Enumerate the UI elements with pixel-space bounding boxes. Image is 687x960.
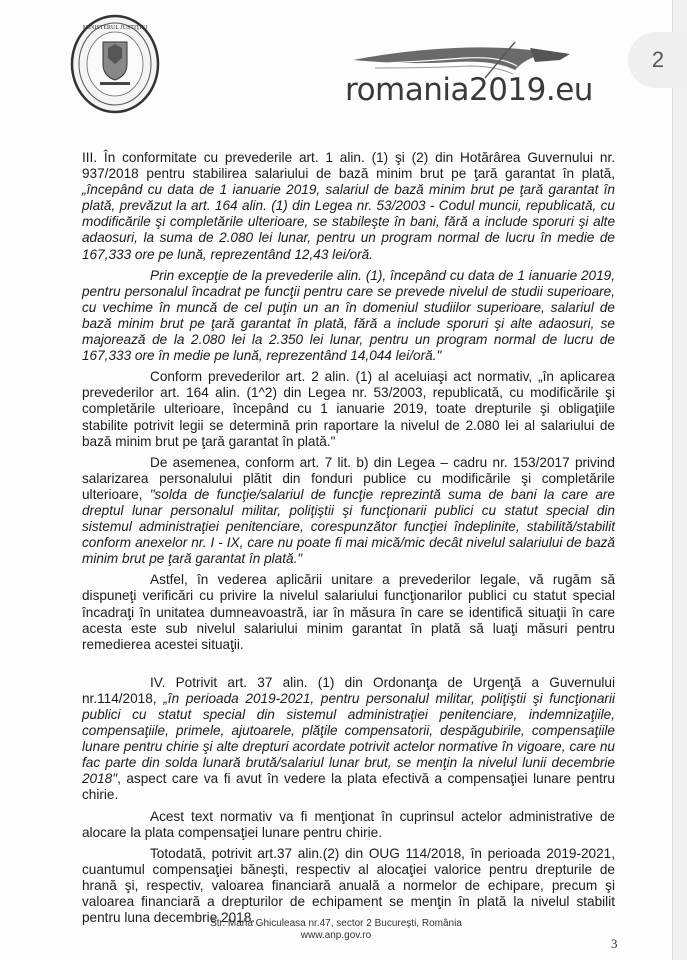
- letter-body: [82, 150, 615, 926]
- section-iii-paragraph-3: Conform prevederilor art. 2 alin. (1) al aceluiaşi act normativ, „în aplicarea prevederilor art. 164 alin. (1^2) din Legea nr. 53/2003, republicată, cu modificările şi completările ulterioare, începând cu 1 ianuarie 2019, toate drepturile şi obligaţiile stabilite potrivit legii se determină prin raportare la nivelul de 2.080 lei al salariului de bază minim brut pe ţară garantat în plată.": [82, 369, 615, 449]
- section-iii-paragraph-1: III. În conformitate cu prevederile art. 1 alin. (1) şi (2) din Hotărârea Guvernului nr. 937/2018 pentru stabilirea salariului de bază minim brut pe ţară garantat în plată, „începând cu data de 1 ianuarie 2019, salariul de bază minim brut pe ţară garantat în plată, prevăzut la art. 164 alin. (1) din Legea nr. 53/2003 - Codul muncii, republicată, cu modificările şi completările ulterioare, se stabileşte în bani, fără a include sporuri şi alte adaosuri, la suma de 2.080 lei lunar, pentru un program normal de lucru în medie de 167,333 ore pe lună, reprezentând 12,43 lei/oră.: [82, 150, 615, 262]
- page-edge: [672, 0, 687, 960]
- section-iii-paragraph-4: De asemenea, conform art. 7 lit. b) din Legea – cadru nr. 153/2017 privind salarizarea personalului plătit din fonduri publice cu modificările şi completările ulterioare, "solda de funcţie/salariul de funcţie reprezintă suma de bani la care are dreptul lunar personalul militar, poliţiştii şi funcţionarii publici cu statut special din sistemul administraţiei penitenciare, corespunzător funcţiei îndeplinite, stabilită/stabilit conform anexelor nr. I - IX, care nu poate fi mai mică/mic decât nivelul salariului de bază minim brut pe ţară garantat în plată.": [82, 454, 615, 567]
- section-iii-paragraph-5: Astfel, în vederea aplicării unitare a prevederilor legale, vă rugăm să dispuneţi verificări cu privire la nivelul salariului funcţionarilor publici cu statut special încadraţi în unitatea dumneavoastră, iar în măsura în care se identifică situaţii în care acesta este sub nivelul salariului minim garantat în plată să luaţi măsuri pentru remedierea acestei situaţii.: [82, 572, 615, 652]
- footer-address: Str. Maria Ghiculeasa nr.47, sector 2 Bucureşti, România: [210, 918, 462, 929]
- section-iv-paragraph-3: Totodată, potrivit art.37 alin.(2) din OUG 114/2018, în perioada 2019-2021, cuantumul compensaţiei băneşti, respectiv al alocaţiei valorice pentru drepturile de hrană şi, respectiv, valoarea financiară anuală a normelor de echipare, precum şi valoarea financiară a drepturilor de echipament se menţin în plată la nivelul stabilit pentru luna decembrie 2018.: [82, 845, 615, 926]
- section-iv-paragraph-2: Acest text normativ va fi menţionat în cuprinsul actelor administrative de alocare la plata compensaţiei lunare pentru chirie.: [82, 808, 615, 840]
- svg-text:MINISTERUL JUSTIŢIEI: MINISTERUL JUSTIŢIEI: [82, 25, 148, 31]
- romania2019-logo-text: romania2019.eu: [345, 72, 593, 108]
- section-iii-paragraph-2: Prin excepţie de la prevederile alin. (1), începând cu data de 1 ianuarie 2019, pentru personalul încadrat pe funcţii pentru care se prevede nivelul de studii superioare, cu vechime în muncă de cel puţin un an în domeniul studiilor superioare, salariul de bază minim brut pe ţară garantat în plată, fără a include sporuri şi alte adaosuri, se majorează de la 2.080 lei la 2.350 lei lunar, pentru un program normal de lucru de 167,333 ore în medie pe lună, reprezentând 14,044 lei/oră.": [82, 267, 615, 364]
- ministry-seal-icon: [70, 14, 160, 114]
- footer-website: www.anp.gov.ro: [300, 930, 372, 941]
- page-footer: [0, 918, 672, 942]
- section-iv-paragraph-1: IV. Potrivit art. 37 alin. (1) din Ordonanţa de Urgenţă a Guvernului nr.114/2018, „în perioada 2019-2021, pentru personalul militar, poliţiştii şi funcţionarii publici cu statut special din sistemul administraţiei penitenciare, indemnizaţiile, compensaţiile, primele, ajutoarele, plăţile compensatorii, despăgubirile, compensaţiile lunare pentru chirie şi alte drepturi acordate potrivit actelor normative în vigoare, care nu fac parte din solda lunară brută/salariul lunar brut, se menţin la nivelul lunii decembrie 2018", aspect care va fi avut în vedere la plata efectivă a compensaţiei lunare pentru chirie.: [82, 674, 615, 803]
- page-indicator-badge: 2: [628, 32, 687, 88]
- page-number: 3: [611, 936, 618, 951]
